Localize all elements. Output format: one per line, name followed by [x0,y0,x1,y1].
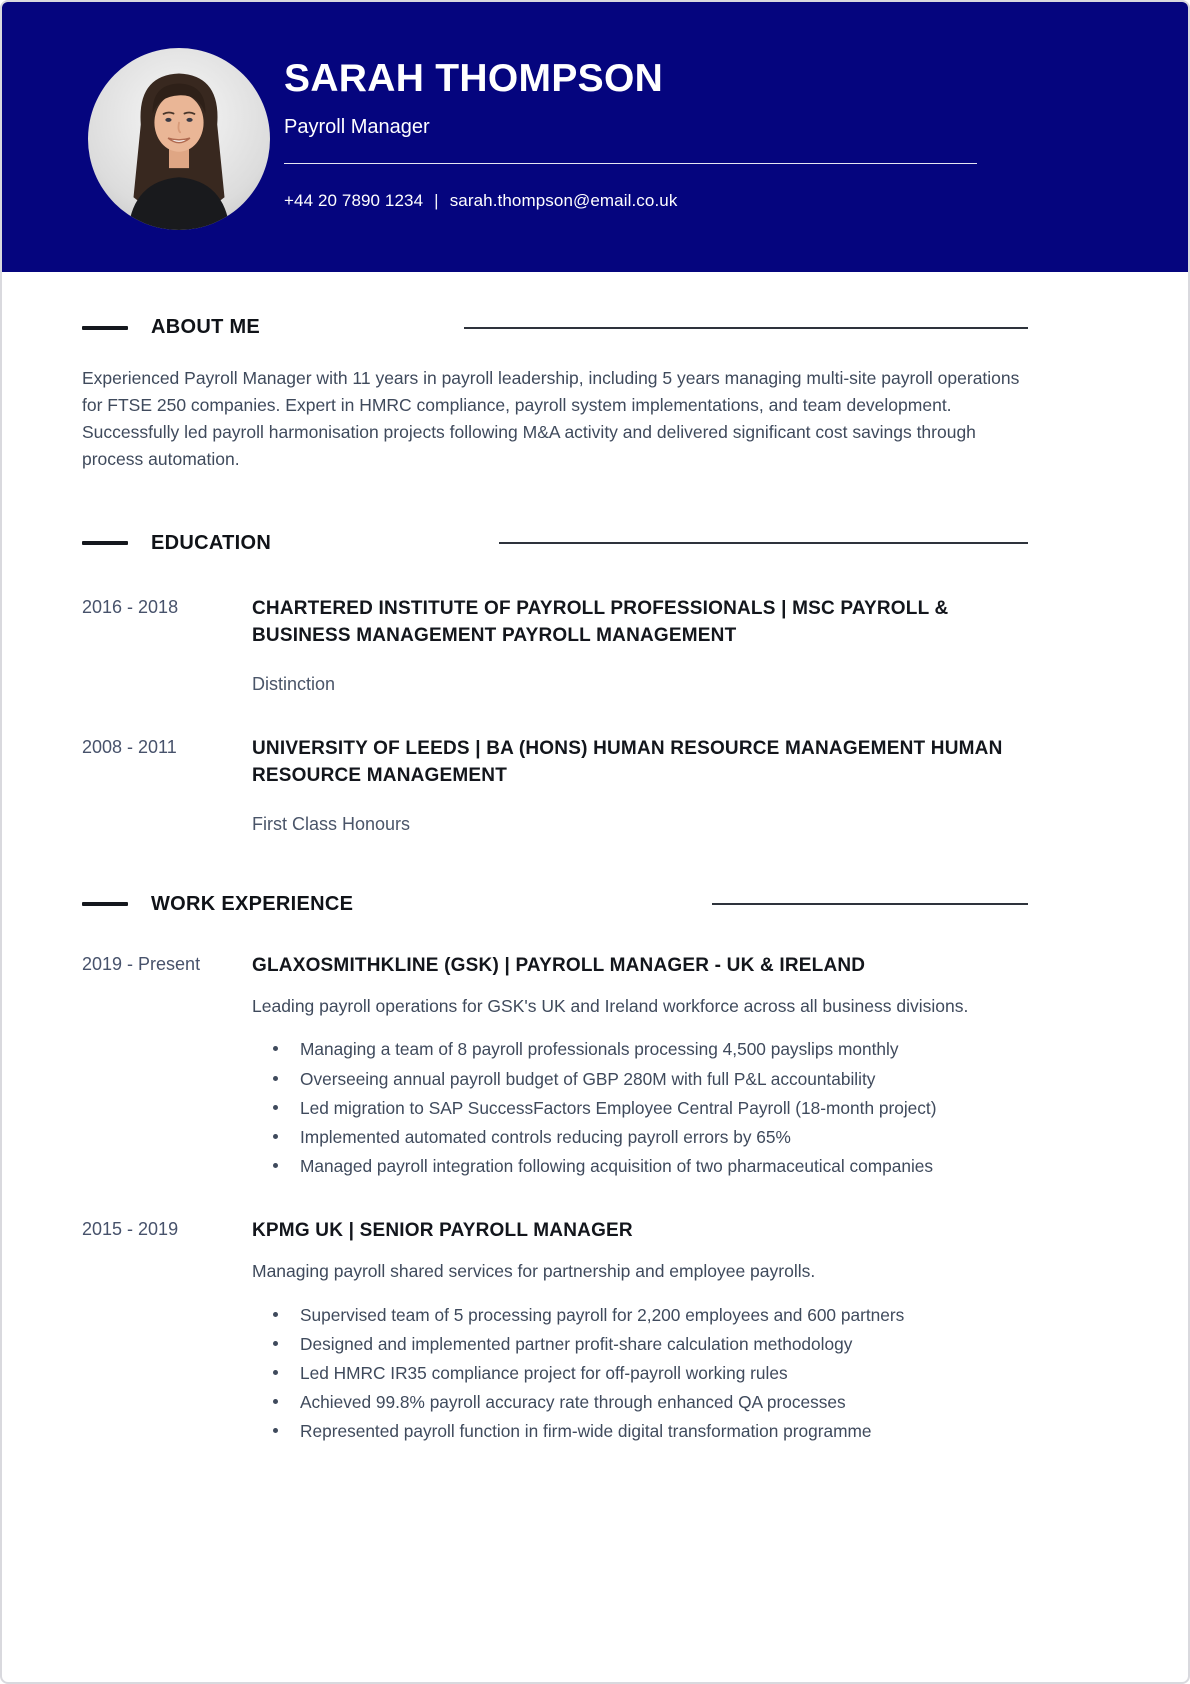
work-bullet [252,1094,1028,1123]
phone-number: +44 20 7890 1234 [284,190,424,210]
heading-rule [712,903,1028,905]
work-summary: Managing payroll shared services for partnership and employee payrolls. [252,1261,816,1282]
section-work-experience [82,893,1028,1446]
work-bullet [252,1152,1028,1181]
education-entry-main [252,595,1028,695]
heading-dash [82,541,128,545]
education-degree-title: CHARTERED INSTITUTE OF PAYROLL PROFESSIONALS | MSC PAYROLL & BUSINESS MANAGEMENT PAYROLL MANAGEMENT [252,597,949,647]
education-grade: First Class Honours [252,813,411,834]
work-entry-main [252,1217,1028,1446]
bullet-text: Designed and implemented partner profit-share calculation methodology [300,1333,853,1354]
bullet-text: Led migration to SAP SuccessFactors Employee Central Payroll (18-month project) [300,1097,937,1118]
education-dates: 2016 - 2018 [82,596,179,617]
person-job-title: Payroll Manager [284,115,430,138]
bullet-dot-icon [273,1370,278,1375]
work-heading: WORK EXPERIENCE [151,892,354,915]
education-entry [82,735,1028,835]
heading-rule [499,542,1028,544]
work-bullet [252,1388,1028,1417]
work-job-title: GLAXOSMITHKLINE (GSK) | PAYROLL MANAGER - UK & IRELAND [252,954,866,976]
work-bullet-list [252,1301,1028,1446]
bullet-dot-icon [273,1312,278,1317]
work-bullet [252,1065,1028,1094]
header-band [2,2,1188,272]
education-entry-main [252,735,1028,835]
profile-photo [88,48,270,230]
work-job-title: KPMG UK | SENIOR PAYROLL MANAGER [252,1219,633,1241]
about-heading-row [82,316,1028,339]
education-dates: 2008 - 2011 [82,736,177,757]
bullet-dot-icon [273,1076,278,1081]
bullet-text: Represented payroll function in firm-wide digital transformation programme [300,1420,872,1441]
work-summary: Leading payroll operations for GSK's UK and Ireland workforce across all business divisions. [252,996,969,1017]
portrait-illustration [88,48,270,230]
work-dates: 2019 - Present [82,953,201,974]
section-education [82,532,1028,835]
education-heading: EDUCATION [151,531,272,554]
education-grade: Distinction [252,673,336,694]
work-bullet-list [252,1035,1028,1180]
cv-content [2,272,1188,1446]
header-text-block [284,58,984,211]
bullet-dot-icon [273,1341,278,1346]
bullet-dot-icon [273,1105,278,1110]
work-entry-main [252,952,1028,1181]
bullet-text: Supervised team of 5 processing payroll for 2,200 employees and 600 partners [300,1304,905,1325]
education-heading-row [82,532,1028,555]
work-dates: 2015 - 2019 [82,1218,179,1239]
bullet-text: Led HMRC IR35 compliance project for off-payroll working rules [300,1362,788,1383]
work-bullet [252,1301,1028,1330]
work-bullet [252,1035,1028,1064]
heading-dash [82,326,128,330]
section-about [82,316,1028,474]
work-bullet [252,1123,1028,1152]
bullet-text: Achieved 99.8% payroll accuracy rate through enhanced QA processes [300,1391,846,1412]
contact-line [284,191,984,211]
contact-separator: | [434,190,439,210]
heading-rule [464,327,1028,329]
work-entry [82,1217,1028,1446]
bullet-dot-icon [273,1163,278,1168]
header-divider [284,163,977,164]
education-entry [82,595,1028,695]
heading-dash [82,902,128,906]
work-entry [82,952,1028,1181]
bullet-text: Overseeing annual payroll budget of GBP 280M with full P&L accountability [300,1068,876,1089]
work-bullet [252,1330,1028,1359]
bullet-text: Implemented automated controls reducing payroll errors by 65% [300,1126,791,1147]
bullet-dot-icon [273,1428,278,1433]
bullet-text: Managing a team of 8 payroll professionals processing 4,500 payslips monthly [300,1039,899,1060]
education-degree-title: UNIVERSITY OF LEEDS | BA (HONS) HUMAN RESOURCE MANAGEMENT HUMAN RESOURCE MANAGEMENT [252,737,1003,787]
email-address: sarah.thompson@email.co.uk [449,190,678,210]
work-bullet [252,1359,1028,1388]
about-heading: ABOUT ME [151,316,261,338]
person-name: SARAH THOMPSON [284,57,664,100]
bullet-dot-icon [273,1134,278,1139]
work-bullet [252,1417,1028,1446]
work-heading-row [82,893,1028,916]
bullet-dot-icon [273,1046,278,1051]
bullet-dot-icon [273,1399,278,1404]
bullet-text: Managed payroll integration following acquisition of two pharmaceutical companies [300,1155,934,1176]
about-paragraph: Experienced Payroll Manager with 11 years in payroll leadership, including 5 years managing multi-site payroll operations for FTSE 250 companies. Expert in HMRC compliance, payroll system implementations, and team development. Successfully led payroll harmonisation projects following M&A activity and delivered significant cost savings through process automation. [82,368,1020,470]
